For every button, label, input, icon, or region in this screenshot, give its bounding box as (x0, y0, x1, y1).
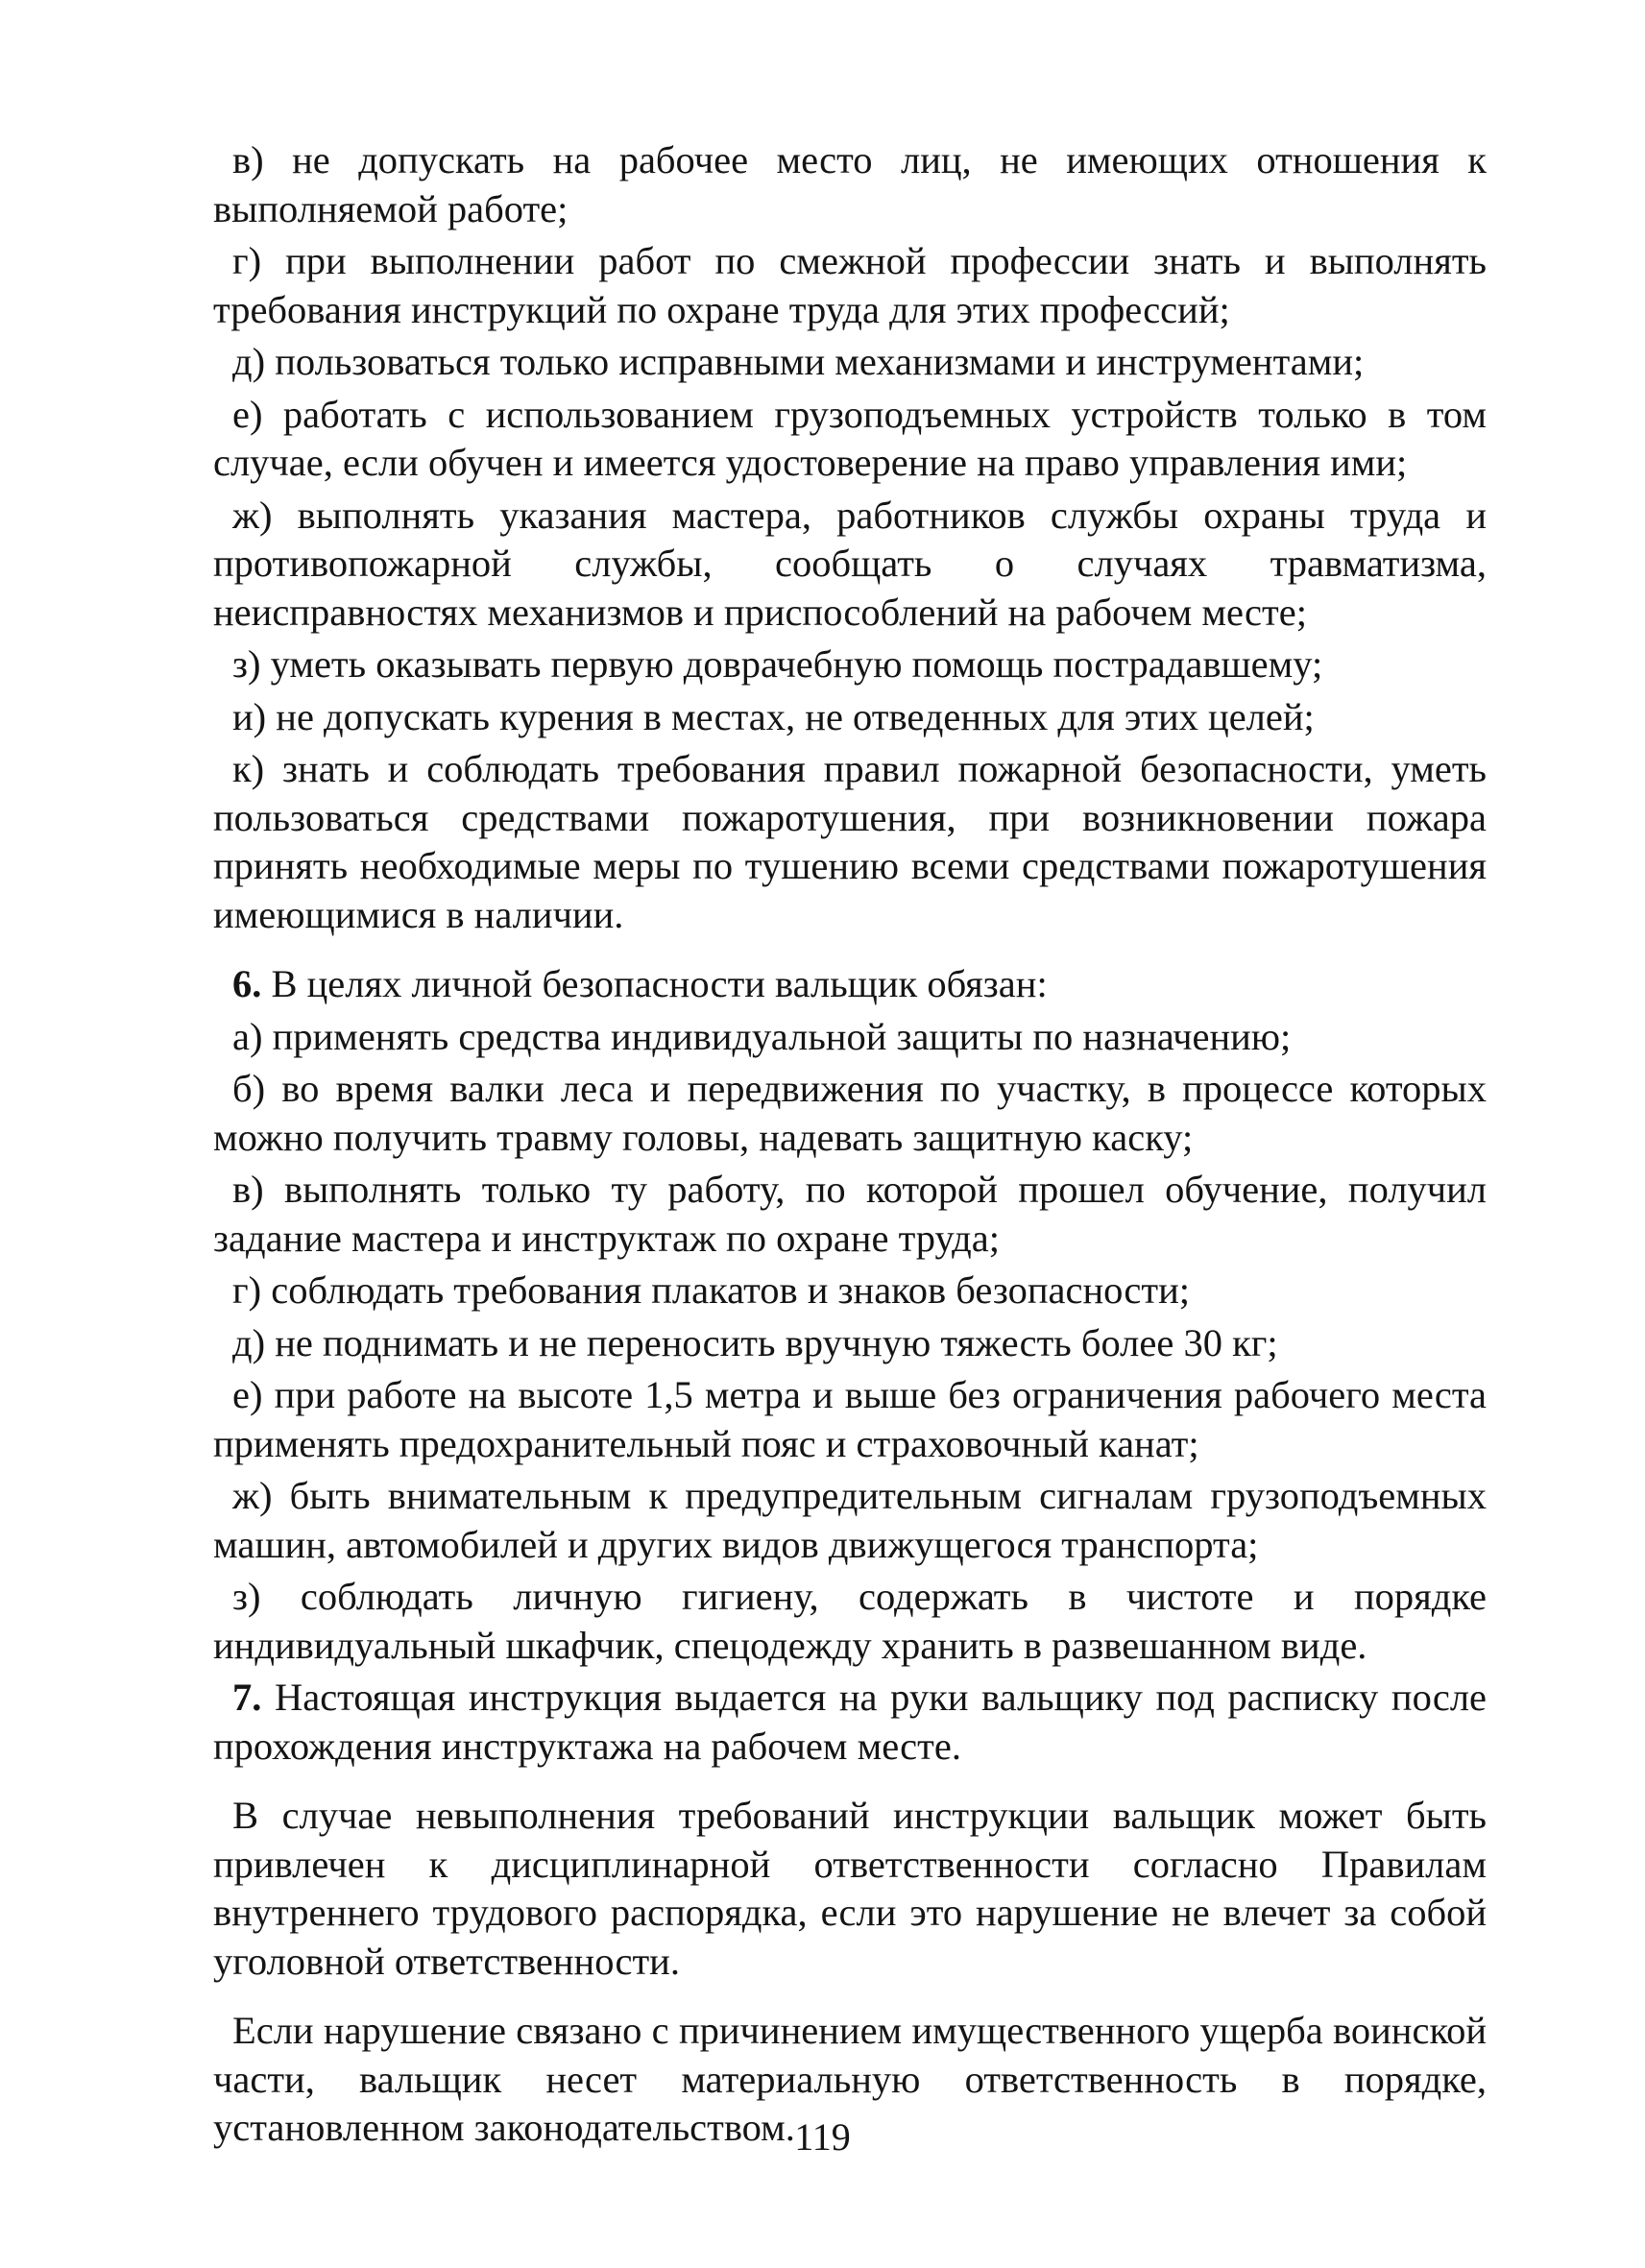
list-item: д) пользоваться только исправными механизмами и инструментами; (232, 340, 1365, 383)
section-6-heading (213, 960, 1487, 1009)
section-text: Настоящая инструкция выдается на руки вальщику под расписку после прохождения инструктажа на рабочем месте. (213, 1676, 1487, 1768)
page-number: 119 (794, 2115, 851, 2159)
list-item: в) выполнять только ту работу, по которой прошел обучение, получил задание мастера и инструктаж по охране труда; (213, 1168, 1487, 1260)
list-item: д) не поднимать и не переносить вручную тяжесть более 30 кг; (232, 1320, 1278, 1364)
list-item: г) при выполнении работ по смежной профессии знать и выполнять требования инструкций по охране труда для этих профессий; (213, 239, 1487, 331)
closing-paragraph: В случае невыполнения требований инструкции вальщик может быть привлечен к дисциплинарной ответственности согласно Правилам внутреннего трудового распорядка, если это нарушение не влечет за собой уголовной ответственности. (213, 1794, 1487, 1983)
list-item: а) применять средства индивидуальной защиты по назначению; (232, 1014, 1292, 1058)
section-7-paragraph (213, 1674, 1487, 1771)
section-number: 6. (232, 962, 262, 1005)
list-item: з) соблюдать личную гигиену, содержать в чистоте и порядке индивидуальный шкафчик, спецодежду хранить в развешанном виде. (213, 1575, 1487, 1667)
list-item: к) знать и соблюдать требования правил пожарной безопасности, уметь пользоваться средствами пожаротушения, при возникновении пожара принять необходимые меры по тушению всеми средствами пожаротушения имеющимися в наличии. (213, 747, 1487, 936)
list-item: г) соблюдать требования плакатов и знаков безопасности; (232, 1268, 1191, 1312)
list-item: и) не допускать курения в местах, не отведенных для этих целей; (232, 694, 1315, 738)
list-item: з) уметь оказывать первую доврачебную помощь пострадавшему; (232, 642, 1323, 686)
list-item: е) работать с использованием грузоподъемных устройств только в том случае, если обучен и имеется удостоверение на право управления ими; (213, 392, 1487, 484)
section-number: 7. (232, 1676, 262, 1719)
list-item: е) при работе на высоте 1,5 метра и выше без ограничения рабочего места применять предохранительный пояс и страховочный канат; (213, 1373, 1487, 1465)
list-item: б) во время валки леса и передвижения по участку, в процессе которых можно получить травму головы, надевать защитную каску; (213, 1067, 1487, 1159)
list-item: в) не допускать на рабочее место лиц, не имеющих отношения к выполняемой работе; (213, 138, 1487, 230)
section-text: В целях личной безопасности вальщик обязан: (261, 962, 1048, 1005)
list-item: ж) выполнять указания мастера, работников службы охраны труда и противопожарной службы, сообщать о случаях травматизма, неисправностях механизмов и приспособлений на рабочем месте; (213, 493, 1487, 634)
document-body (213, 136, 1487, 2153)
closing-paragraph: Если нарушение связано с причинением имущественного ущерба воинской части, вальщик несет материальную ответственность в порядке, установленном законодательством. (213, 2009, 1487, 2149)
list-item: ж) быть внимательным к предупредительным сигналам грузоподъемных машин, автомобилей и других видов движущегося транспорта; (213, 1474, 1487, 1566)
